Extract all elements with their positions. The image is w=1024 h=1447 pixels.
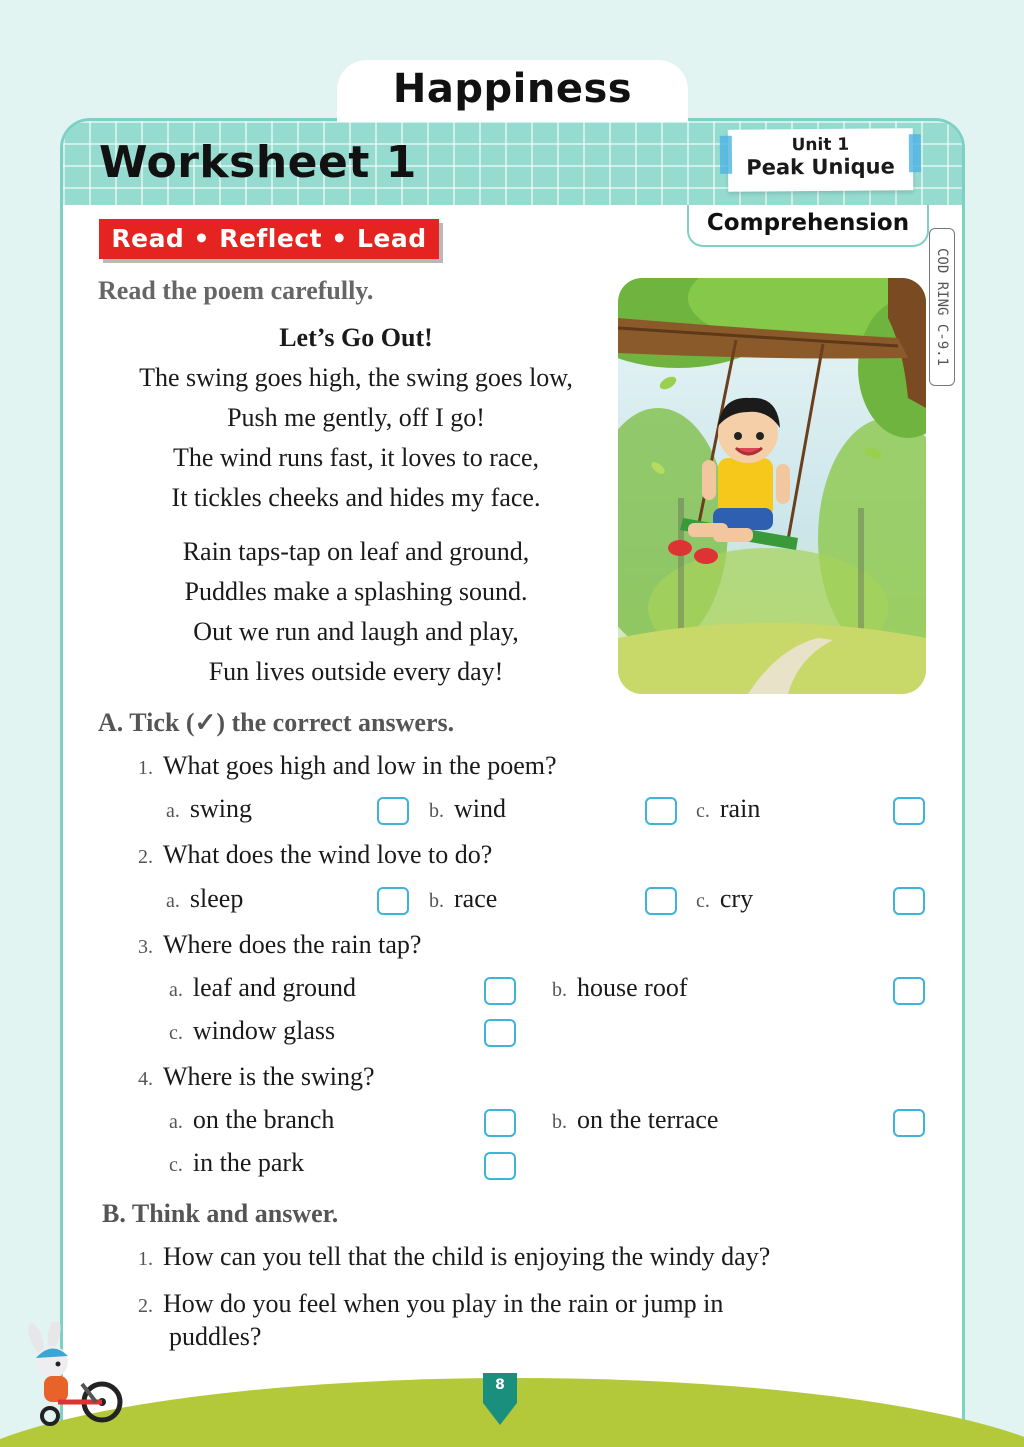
option-letter: c. — [169, 1022, 183, 1044]
option — [169, 973, 356, 1003]
option-text: window glass — [192, 1016, 336, 1045]
poem-line: Rain taps-tap on leaf and ground, — [182, 537, 530, 566]
question-text: How can you tell that the child is enjoying the windy day? — [163, 1242, 771, 1271]
banner-label: Read • Reflect • Lead — [111, 224, 427, 253]
question-4 — [138, 1062, 375, 1092]
option-letter: a. — [169, 979, 183, 1001]
question-text: Where does the rain tap? — [163, 930, 422, 959]
option-text: house roof — [577, 973, 688, 1002]
answer-checkbox[interactable] — [893, 887, 925, 915]
book-name: Peak Unique — [746, 154, 895, 180]
section-b-heading: B. Think and answer. — [102, 1199, 339, 1228]
boy-on-swing-illustration — [618, 278, 926, 694]
question-number: 3. — [138, 936, 153, 958]
question-1 — [138, 751, 557, 781]
poem-line: Puddles make a splashing sound. — [184, 577, 528, 606]
option — [429, 794, 506, 824]
option-text: wind — [454, 794, 506, 823]
question-number: 4. — [138, 1068, 153, 1090]
side-code-tag — [929, 228, 955, 386]
reading-instruction: Read the poem carefully. — [98, 276, 374, 305]
answer-checkbox[interactable] — [645, 887, 677, 915]
page-number-badge — [480, 1373, 520, 1425]
question-text: Where is the swing? — [163, 1062, 375, 1091]
answer-checkbox[interactable] — [484, 977, 516, 1005]
question-number: 1. — [138, 1248, 153, 1270]
think-question-1 — [138, 1242, 770, 1272]
question-number: 2. — [138, 846, 153, 868]
option-letter: b. — [552, 979, 567, 1001]
side-code-label: COD RING C-9.1 — [934, 247, 950, 367]
option — [166, 794, 252, 824]
unit-tag — [728, 128, 914, 192]
chapter-title: Happiness — [392, 66, 633, 112]
option-text: leaf and ground — [192, 973, 357, 1002]
option — [166, 884, 243, 914]
section-tab-label: Comprehension — [706, 210, 910, 236]
option-text: on the terrace — [577, 1105, 719, 1134]
option-text: cry — [719, 884, 754, 913]
answer-checkbox[interactable] — [377, 797, 409, 825]
poem-title: Let’s Go Out! — [279, 323, 433, 352]
option — [552, 1105, 718, 1135]
option — [696, 884, 753, 914]
rabbit-on-bike-mascot — [22, 1322, 126, 1426]
answer-checkbox[interactable] — [645, 797, 677, 825]
section-tab — [687, 205, 929, 247]
poem — [98, 318, 614, 692]
option-letter: a. — [166, 890, 180, 912]
answer-checkbox[interactable] — [484, 1019, 516, 1047]
answer-checkbox[interactable] — [484, 1152, 516, 1180]
answer-checkbox[interactable] — [377, 887, 409, 915]
option — [169, 1148, 304, 1178]
option-letter: c. — [696, 890, 710, 912]
worksheet-title: Worksheet 1 — [99, 137, 417, 188]
question-2 — [138, 840, 492, 870]
option-text: race — [454, 884, 498, 913]
question-number: 2. — [138, 1295, 153, 1317]
option-letter: b. — [429, 800, 444, 822]
poem-line: The swing goes high, the swing goes low, — [139, 363, 573, 392]
option-letter: a. — [166, 800, 180, 822]
option-text: swing — [189, 794, 253, 823]
option — [552, 973, 687, 1003]
question-text: What does the wind love to do? — [163, 840, 493, 869]
question-number: 1. — [138, 757, 153, 779]
answer-checkbox[interactable] — [893, 797, 925, 825]
option-letter: b. — [552, 1111, 567, 1133]
poem-line: Fun lives outside every day! — [208, 657, 504, 686]
section-a-heading: A. Tick (✓) the correct answers. — [98, 708, 455, 737]
answer-checkbox[interactable] — [893, 1109, 925, 1137]
page-number: 8 — [495, 1377, 505, 1393]
option — [169, 1016, 335, 1046]
option-letter: a. — [169, 1111, 183, 1133]
answer-checkbox[interactable] — [484, 1109, 516, 1137]
option-letter: b. — [429, 890, 444, 912]
poem-line: The wind runs fast, it loves to race, — [172, 443, 540, 472]
option — [696, 794, 760, 824]
option-text: rain — [719, 794, 761, 823]
poem-line: It tickles cheeks and hides my face. — [171, 483, 541, 512]
option-letter: c. — [169, 1154, 183, 1176]
poem-line: Out we run and laugh and play, — [193, 617, 519, 646]
chapter-title-tab — [337, 60, 688, 122]
option-letter: c. — [696, 800, 710, 822]
option-text: sleep — [189, 884, 244, 913]
question-text: How do you feel when you play in the rain or jump in — [163, 1289, 724, 1318]
option — [169, 1105, 334, 1135]
unit-label: Unit 1 — [791, 134, 850, 156]
option-text: in the park — [192, 1148, 305, 1177]
option — [429, 884, 497, 914]
read-reflect-lead-banner — [99, 219, 439, 259]
question-text: What goes high and low in the poem? — [163, 751, 557, 780]
think-question-2-continued: puddles? — [169, 1322, 262, 1351]
option-text: on the branch — [192, 1105, 335, 1134]
poem-line: Push me gently, off I go! — [227, 403, 485, 432]
think-question-2 — [138, 1289, 723, 1319]
question-3 — [138, 930, 421, 960]
answer-checkbox[interactable] — [893, 977, 925, 1005]
